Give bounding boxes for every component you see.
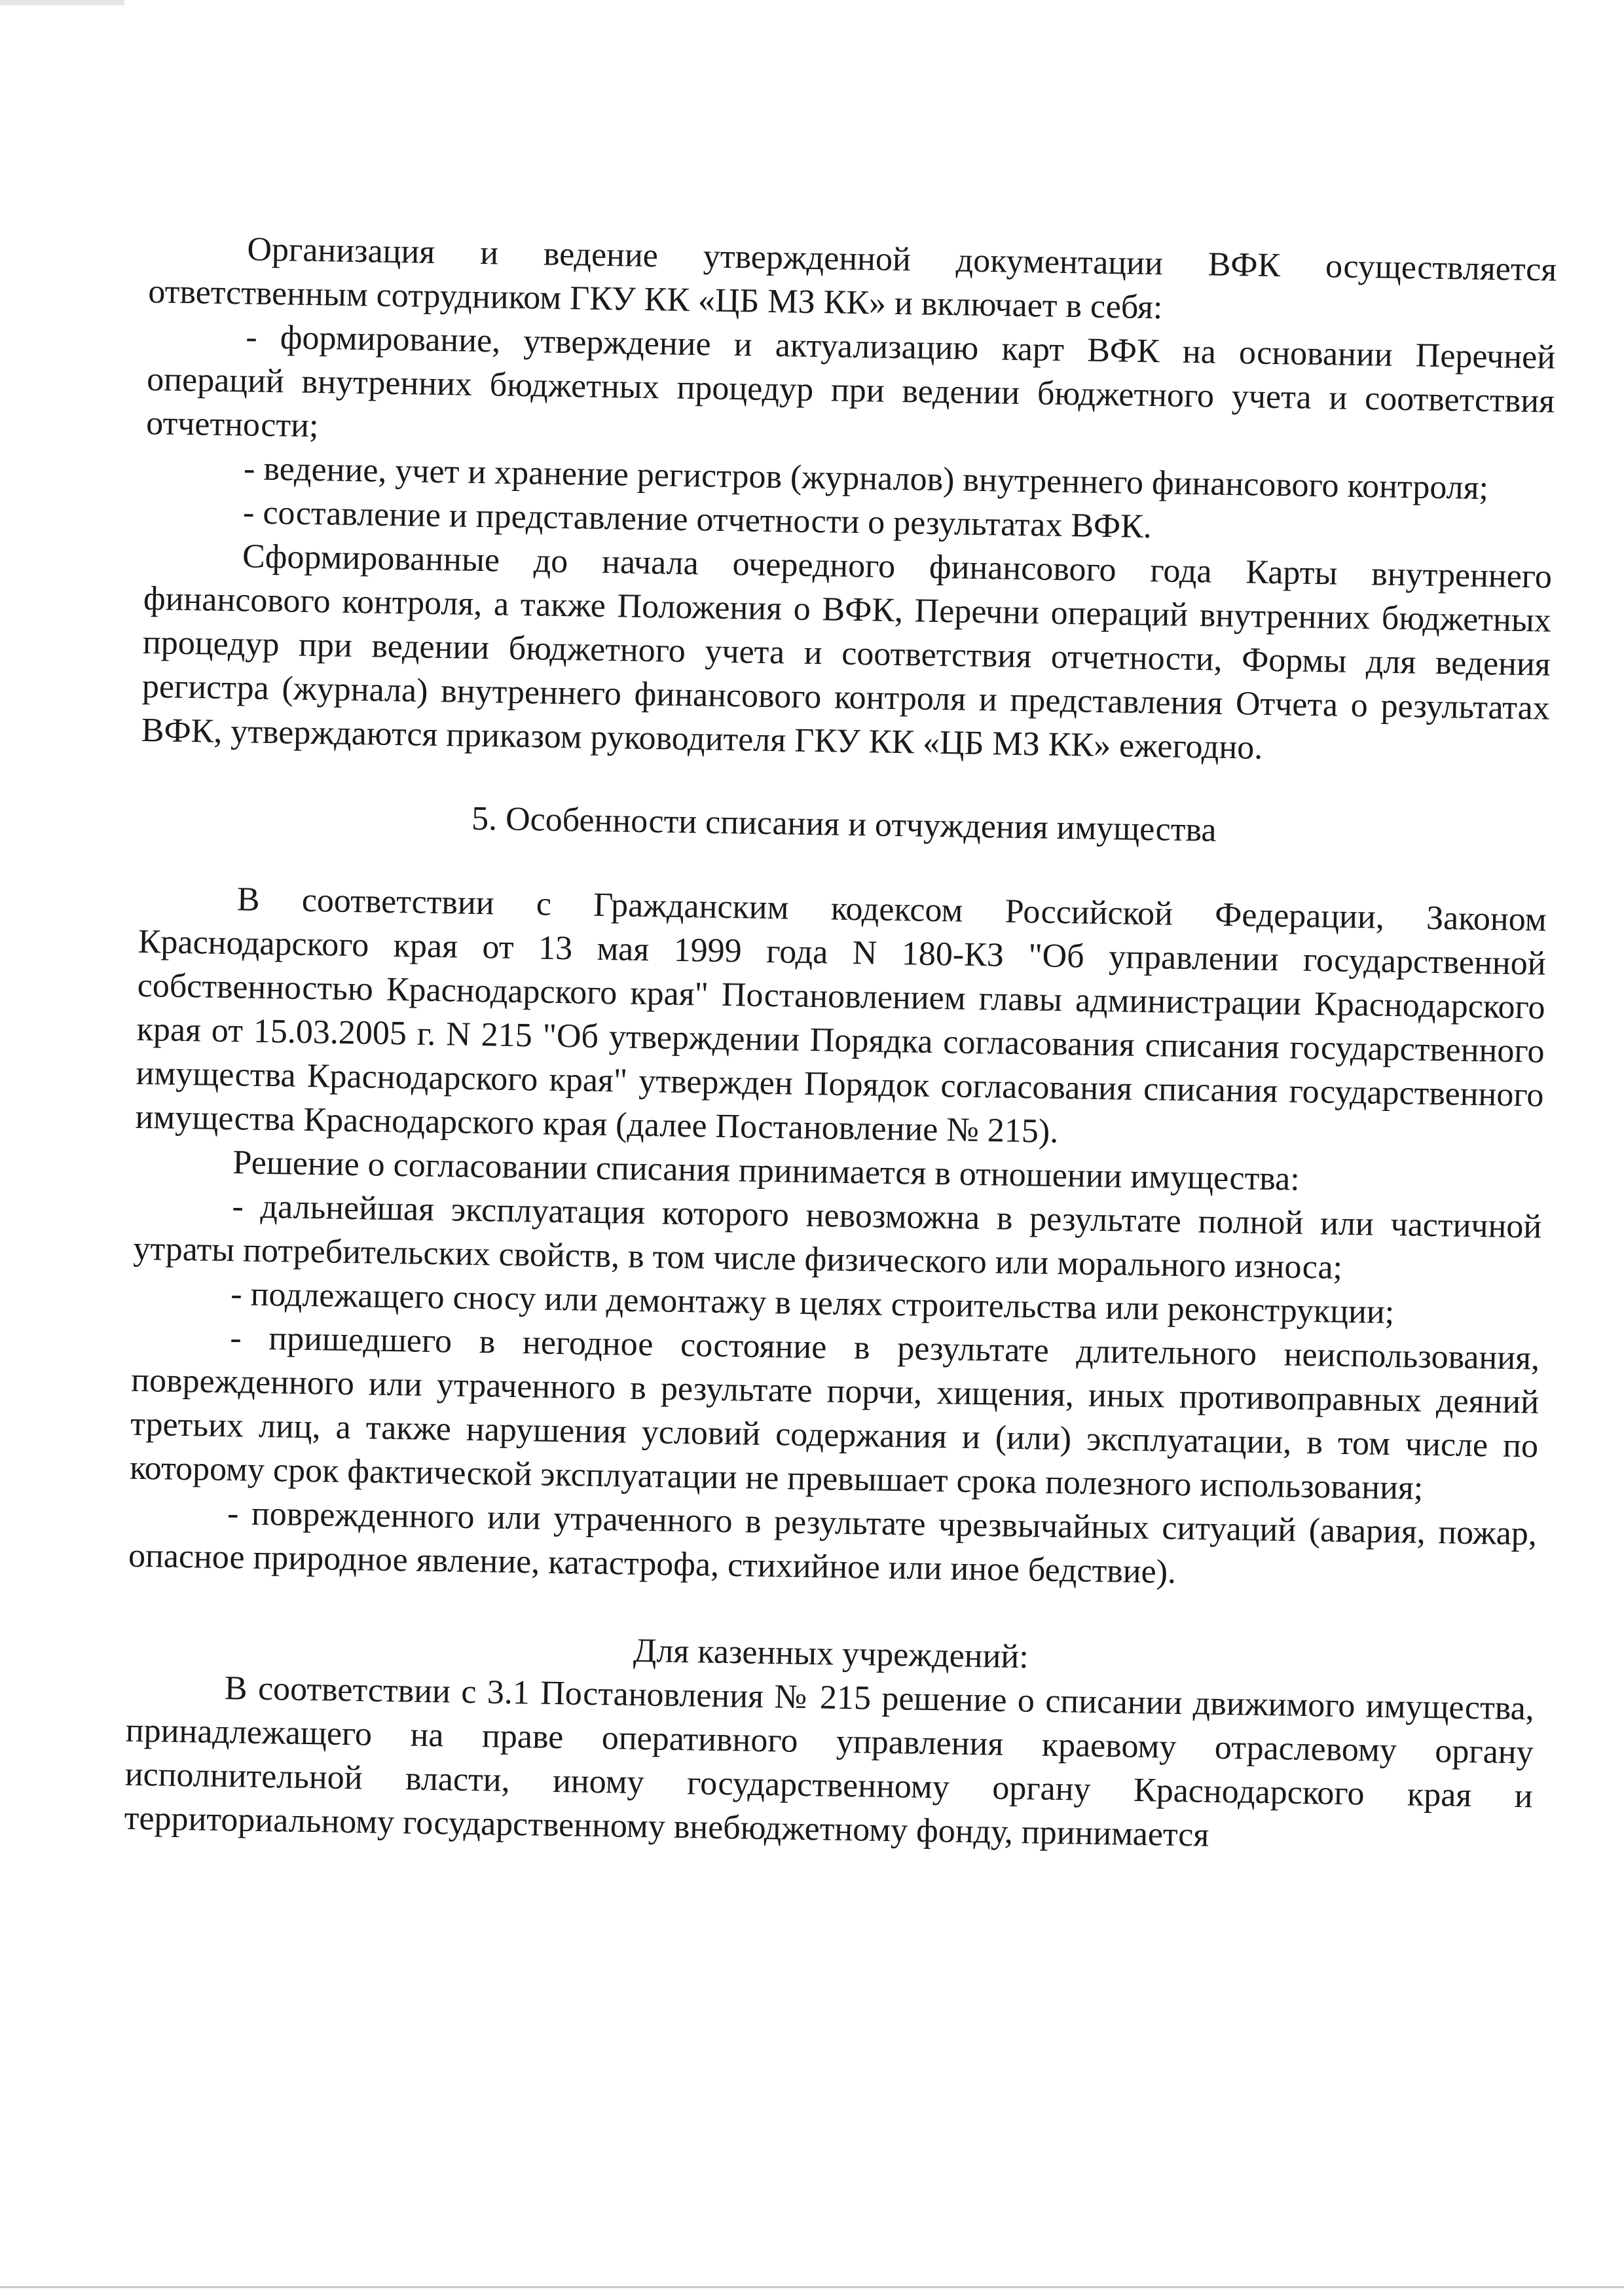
document-body [124,226,1557,1862]
list-item: - дальнейшая эксплуатация которого невозможна в результате полной или частичной утраты потребительских свойств, в том числе физического или морального износа; [133,1188,1542,1286]
list-item: - ведение, учет и хранение регистров (журналов) внутреннего финансового контроля; [243,450,1489,507]
paragraph: Сформированные до начала очередного финансового года Карты внутреннего финансового контроля, а также Положения о ВФК, Перечни операций внутренних бюджетных процедур при ведении бюджетного учета и соответствия отчетности, Формы для ведения регистра (журнала) внутреннего финансового контроля и представления Отчета о результатах ВФК, утверждаются приказом руководителя ГКУ КК «ЦБ МЗ КК» ежегодно. [141,538,1553,767]
paragraph: Решение о согласовании списания принимается в отношении имущества: [232,1144,1301,1198]
list-item: - подлежащего сносу или демонтажу в целях строительства или реконструкции; [230,1275,1395,1332]
list-item: - поврежденного или утраченного в результате чрезвычайных ситуаций (авария, пожар, опасное природное явление, катастрофа, стихийное или иное бедствие). [128,1495,1538,1591]
paragraph: Организация и ведение утвержденной документации ВФК осуществляется ответственным сотрудником ГКУ КК «ЦБ МЗ КК» и включает в себя: [147,230,1557,327]
list-item: - составление и представление отчетности о результатах ВФК. [242,494,1153,546]
subheading: Для казенных учреждений: [633,1631,1029,1676]
paragraph: В соответствии с 3.1 Постановления № 215 решение о списании движимого имущества, принадлежащего на праве оперативного управления краевому отраслевому органу исполнительной власти, иному государственному органу Краснодарского края и территориальному государственному внебюджетному фонду, принимается [124,1669,1535,1854]
list-item: - пришедшего в негодное состояние в результате длительного неиспользования, поврежденного или утраченного в результате порчи, хищения, иных противоправных деяний третьих лиц, а также нарушения условий содержания и (или) эксплуатации, в том числе по которому срок фактической эксплуатации не превышает срока полезного использования; [129,1319,1540,1507]
list-item: - формирование, утверждение и актуализацию карт ВФК на основании Перечней операций внутренних бюджетных процедур при ведении бюджетного учета и соответствия отчетности; [145,318,1556,445]
scan-corner-artifact [0,0,124,5]
paragraph: В соответствии с Гражданским кодексом Российской Федерации, Законом Краснодарского края от 13 мая 1999 года N 180-КЗ "Об управлении государственной собственностью Краснодарского края" Постановлением главы администрации Краснодарского края от 15.03.2005 г. N 215 "Об утверждении Порядка согласования списания государственного имущества Краснодарского края" утвержден Порядок согласования списания государственного имущества Краснодарского края (далее Постановление № 215). [135,881,1547,1150]
section-heading: 5. Особенности списания и отчуждения имущества [471,799,1217,849]
scan-bottom-edge [0,2286,1624,2288]
